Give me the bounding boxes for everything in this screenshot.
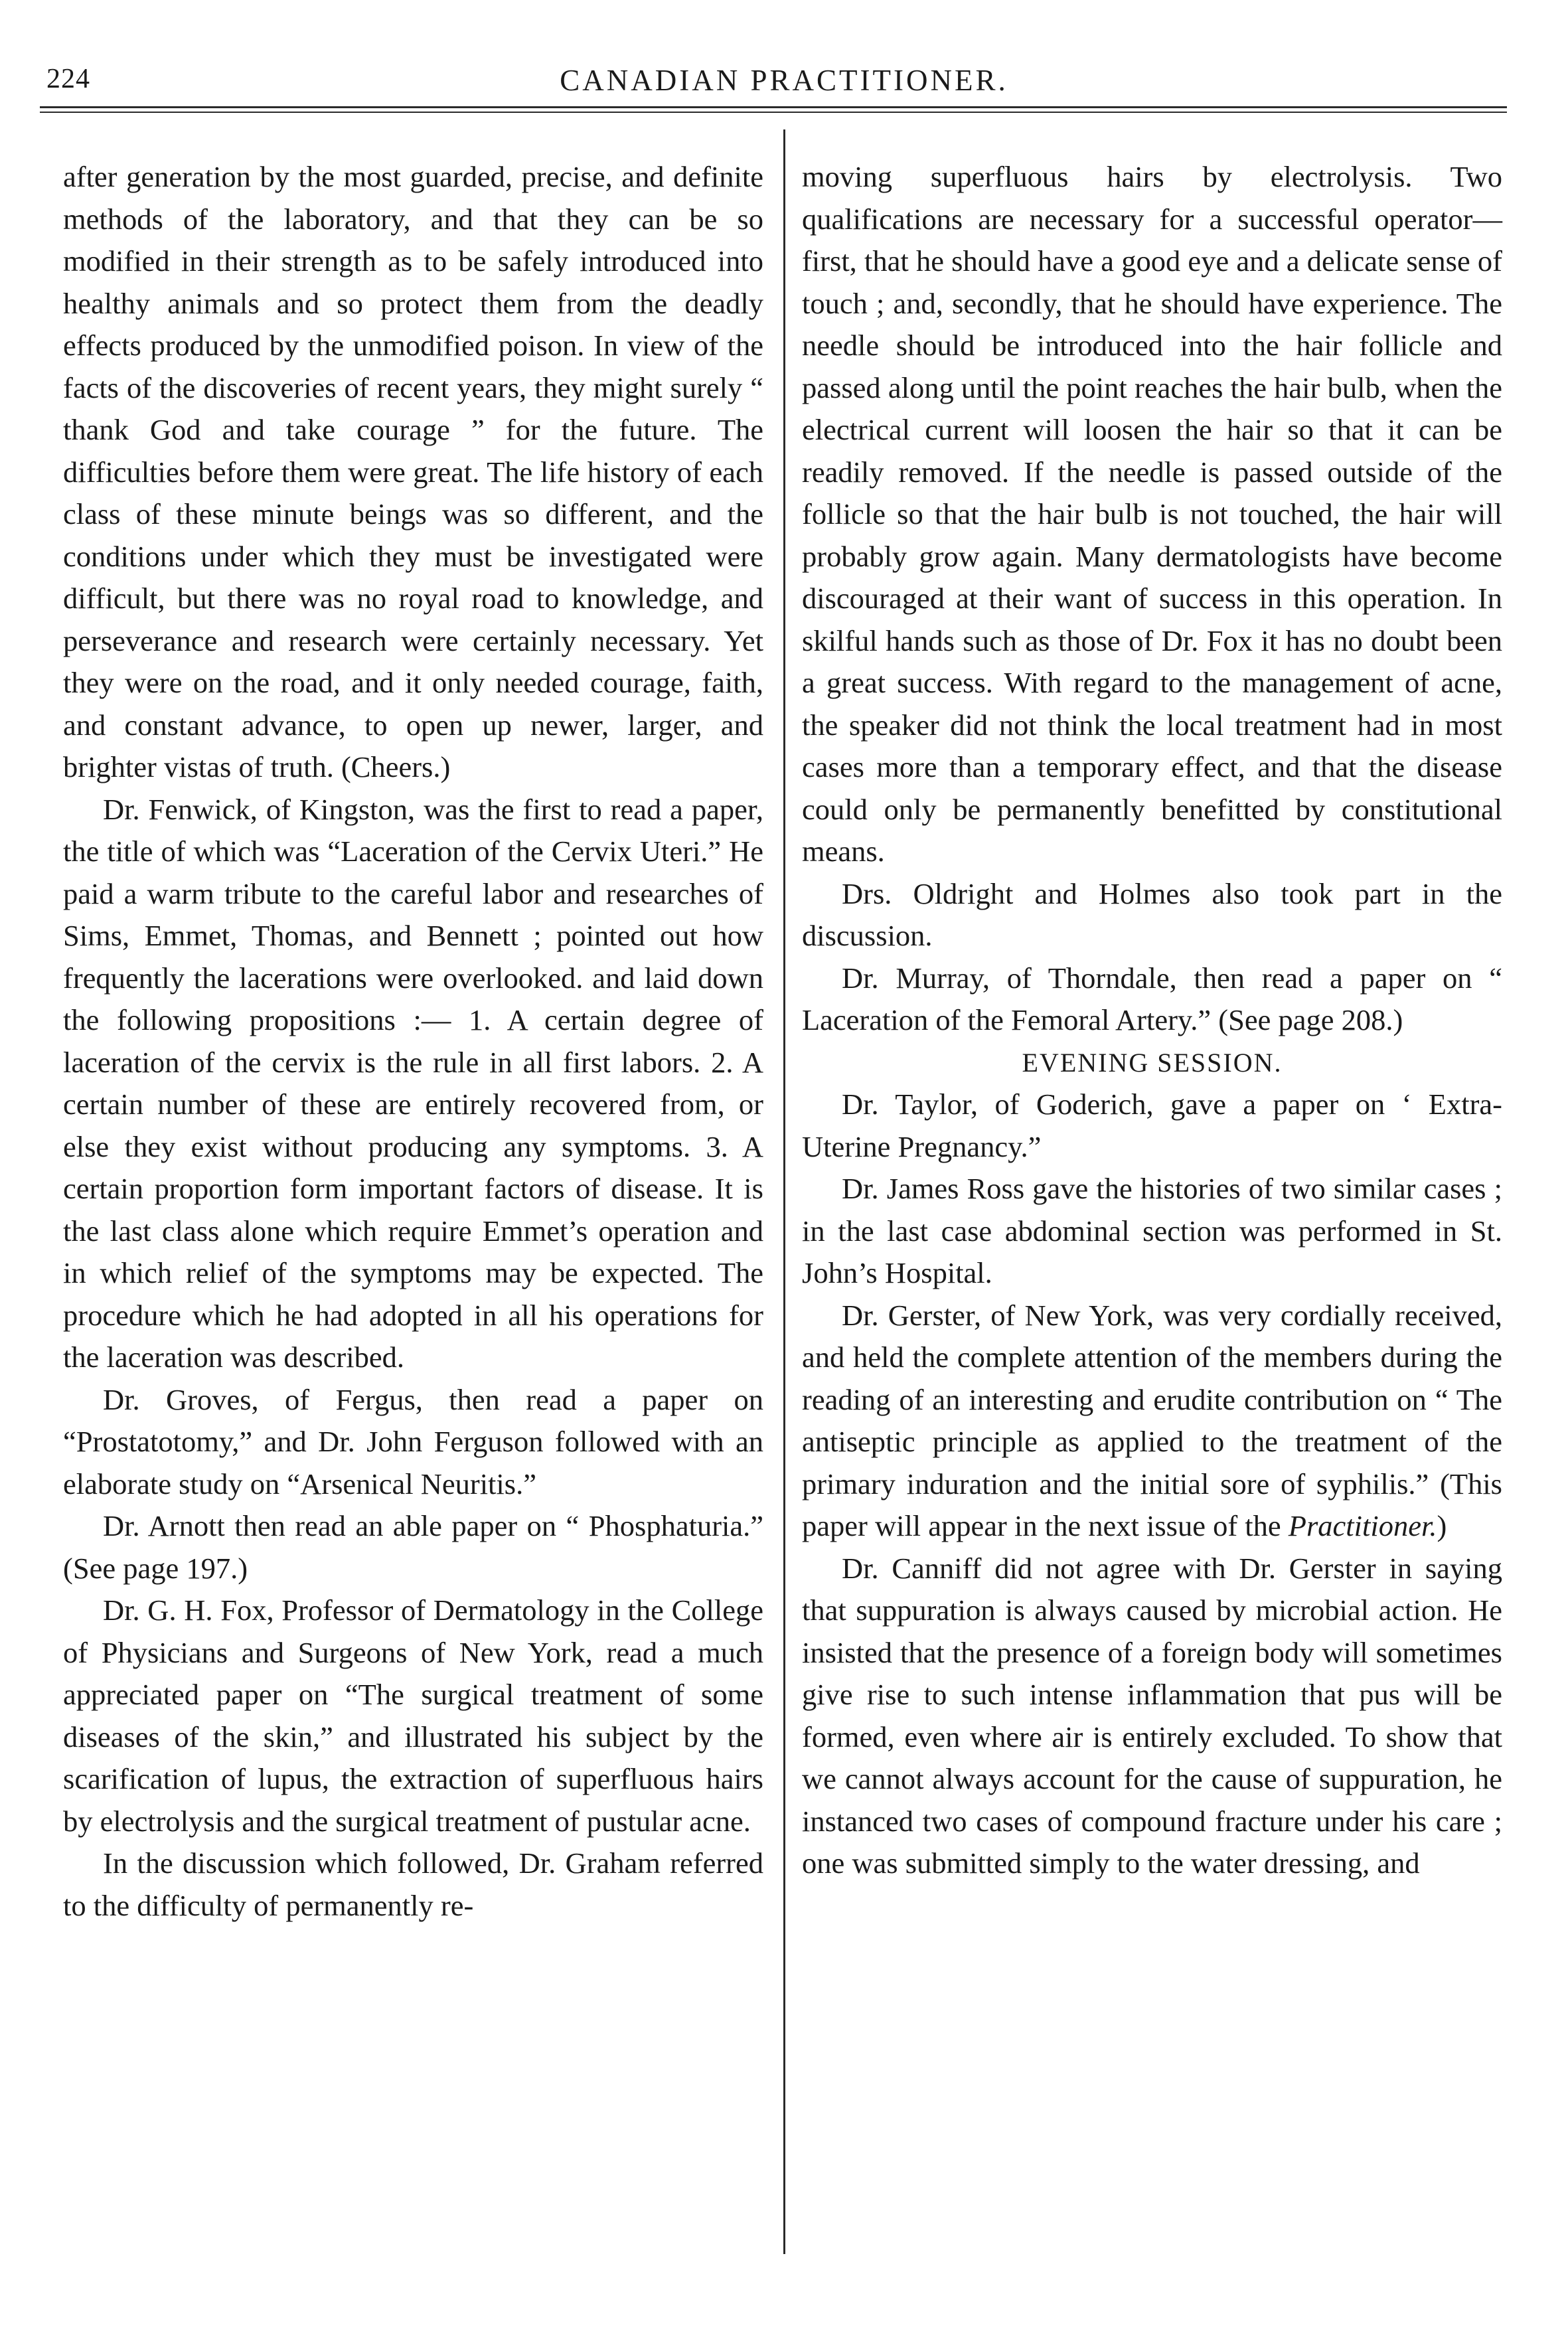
header-rule-thin: [40, 112, 1507, 113]
right-column: [802, 156, 1502, 1885]
paragraph: [802, 1295, 1502, 1548]
left-column: [63, 156, 763, 1927]
running-head: CANADIAN PRACTITIONER.: [560, 64, 1008, 97]
paragraph-text: Dr. Gerster, of New York, was very cordially received, and held the complete attention of the members during the reading of an interesting and erudite contribution on “ The antiseptic principle as applied to the treatment of the primary induration and the initial sore of syphilis.” (This paper will appear in the next issue of the: [802, 1298, 1502, 1542]
paragraph: Dr. James Ross gave the histories of two similar cases ; in the last case abdominal section was performed in St. John’s Hospital.: [802, 1172, 1502, 1289]
paragraph: Dr. Canniff did not agree with Dr. Gerster in saying that suppuration is always caused by microbial action. He insisted that the presence of a foreign body will sometimes give rise to such intense inflammation that pus will be formed, even where air is entirely excluded. To show that we cannot always account for the cause of suppuration, he instanced two cases of compound fracture under his care ; one was submitted simply to the water dressing, and: [802, 1551, 1502, 1880]
paragraph: Dr. Arnott then read an able paper on “ Phosphaturia.” (See page 197.): [63, 1509, 763, 1585]
paragraph-text: ): [1437, 1509, 1447, 1542]
header-rule: [40, 106, 1507, 108]
section-heading: EVENING SESSION.: [1022, 1047, 1283, 1078]
paragraph: after generation by the most guarded, precise, and definite methods of the laboratory, and that they can be so modified in their strength as to be safely introduced into healthy animals and so protect them from the deadly effects produced by the unmodified poison. In view of the facts of the discoveries of recent years, they might surely “ thank God and take courage ” for the future. The difficulties before them were great. The life history of each class of these minute beings was so different, and the conditions under which they must be investigated were difficult, but there was no royal road to knowledge, and perseverance and research were certainly necessary. Yet they were on the road, and it only needed courage, faith, and constant advance, to open up newer, larger, and brighter vistas of truth. (Cheers.): [63, 160, 763, 783]
paragraph: Dr. G. H. Fox, Professor of Dermatology in the College of Physicians and Surgeons of New York, read a much appreciated paper on “The surgical treatment of some diseases of the skin,” and illustrated his subject by the scarification of lupus, the extraction of superfluous hairs by electrolysis and the surgical treatment of pustular acne.: [63, 1593, 763, 1838]
journal-title: Practitioner.: [1288, 1509, 1437, 1542]
column-divider: [783, 129, 785, 2254]
page-number: 224: [46, 64, 90, 94]
paragraph: Dr. Fenwick, of Kingston, was the first to read a paper, the title of which was “Laceration of the Cervix Uteri.” He paid a warm tribute to the careful labor and researches of Sims, Emmet, Thomas, and Bennett ; pointed out how frequently the lacerations were overlooked. and laid down the following propositions :— 1. A certain degree of laceration of the cervix is the rule in all first labors. 2. A certain number of these are entirely recovered from, or else they exist without producing any symptoms. 3. A certain proportion form important factors of disease. It is the last class alone which require Emmet’s operation and in which relief of the symptoms may be expected. The procedure which he had adopted in all his operations for the laceration was described.: [63, 792, 763, 1374]
paragraph: Dr. Taylor, of Goderich, gave a paper on ‘ Extra-Uterine Pregnancy.”: [802, 1088, 1502, 1163]
paragraph: In the discussion which followed, Dr. Graham referred to the difficulty of permanently re-: [63, 1846, 763, 1922]
paragraph: Drs. Oldright and Holmes also took part in the discussion.: [802, 876, 1502, 952]
paragraph: moving superfluous hairs by electrolysis. Two qualifications are necessary for a successful operator—first, that he should have a good eye and a delicate sense of touch ; and, secondly, that he should have experience. The needle should be introduced into the hair follicle and passed along until the point reaches the hair bulb, when the electrical current will loosen the hair so that it can be readily removed. If the needle is passed outside of the follicle so that the hair bulb is not touched, the hair will probably grow again. Many dermatologists have become discouraged at their want of success in this operation. In skilful hands such as those of Dr. Fox it has no doubt been a great success. With regard to the management of acne, the speaker did not think the local treatment had in most cases more than a temporary effect, and that the disease could only be permanently benefitted by constitutional means.: [802, 160, 1502, 868]
paragraph: Dr. Murray, of Thorndale, then read a paper on “ Laceration of the Femoral Artery.” (See page 208.): [802, 961, 1502, 1036]
paragraph: Dr. Groves, of Fergus, then read a paper on “Prostatotomy,” and Dr. John Ferguson followed with an elaborate study on “Arsenical Neuritis.”: [63, 1382, 763, 1500]
